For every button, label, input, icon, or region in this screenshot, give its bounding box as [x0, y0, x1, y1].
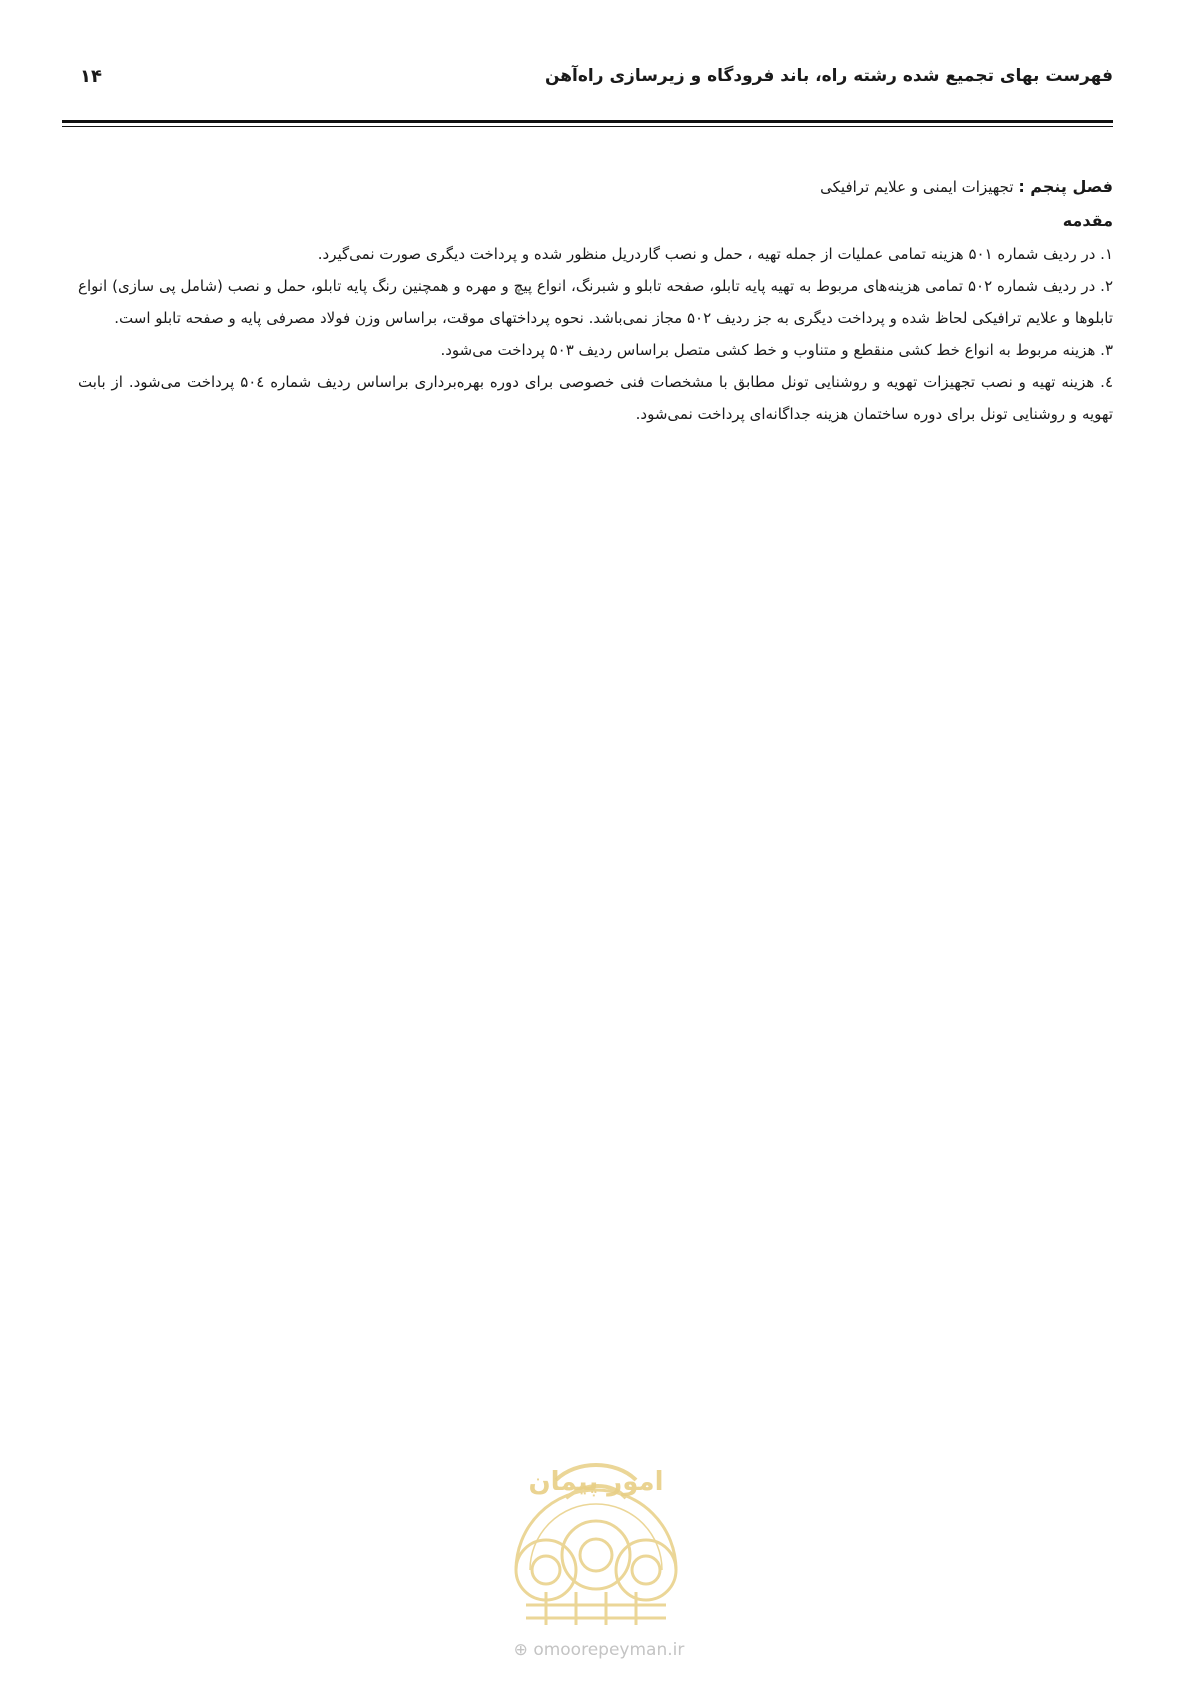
header-rule-thin — [62, 126, 1113, 127]
intro-heading: مقدمه — [1062, 211, 1113, 230]
watermark-url-text: omoorepeyman.ir — [533, 1640, 685, 1660]
page-number: ۱۴ — [80, 66, 102, 87]
globe-icon: ⊕ — [513, 1640, 528, 1660]
paragraph-4: ٤. هزینه تهیه و نصب تجهیزات تهویه و روشنایی تونل مطابق با مشخصات فنی خصوصی برای دوره بهره‌برداری براساس ردیف شماره ۵۰٤ پرداخت می‌شود. از بابت تهویه و روشنایی تونل برای دوره ساختمان هزینه جداگانه‌ای پرداخت نمی‌شود. — [78, 373, 1113, 423]
stamp-text: امور پیمان — [528, 1467, 664, 1497]
chapter-label: فصل پنجم : — [1018, 177, 1113, 196]
paragraph-1: ۱. در ردیف شماره ۵۰۱ هزینه تمامی عملیات از جمله تهیه ، حمل و نصب گاردریل منظور شده و پرداخت دیگری صورت نمی‌گیرد. — [317, 245, 1113, 263]
chapter-heading — [78, 170, 1113, 204]
page-header — [78, 62, 1113, 102]
watermark-url — [494, 1640, 704, 1660]
header-rule-thick — [62, 120, 1113, 123]
header-title: فهرست بهای تجمیع شده رشته راه، باند فرودگاه و زیرسازی راه‌آهن — [544, 66, 1113, 86]
paragraph-3: ۳. هزینه مربوط به انواع خط کشی منقطع و متناوب و خط کشی متصل براساس ردیف ۵۰۳ پرداخت می‌شود. — [440, 341, 1113, 359]
paragraph-2: ۲. در ردیف شماره ۵۰۲ تمامی هزینه‌های مربوط به تهیه پایه تابلو، صفحه تابلو و شبرنگ، انواع پیچ و مهره و همچنین رنگ پایه تابلو، حمل و نصب (شامل پی سازی) انواع تابلوها و علایم ترافیکی لحاظ شده و پرداخت دیگری به جز ردیف ۵۰۲ مجاز نمی‌باشد. نحوه پرداختهای موقت، براساس وزن فولاد مصرفی پایه و صفحه تابلو است. — [78, 277, 1113, 327]
page-content — [78, 170, 1113, 430]
chapter-title: تجهیزات ایمنی و علایم ترافیکی — [820, 178, 1014, 196]
watermark-stamp-logo — [486, 1420, 706, 1630]
